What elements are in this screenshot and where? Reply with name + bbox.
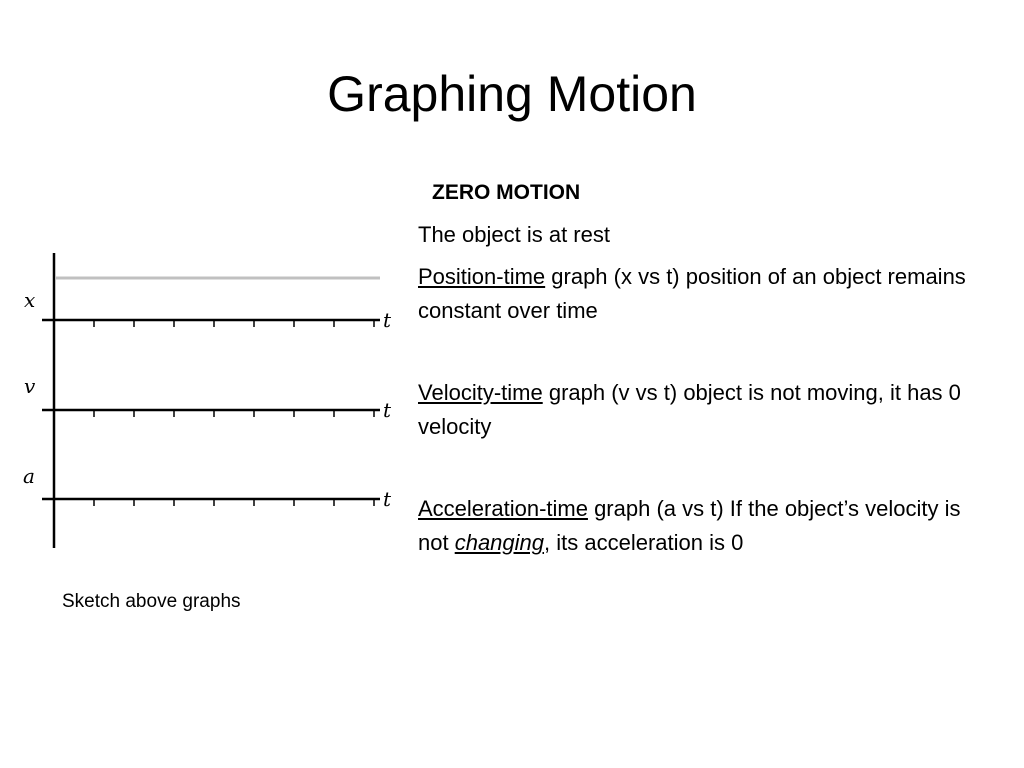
acceleration-time-term: Acceleration-time <box>418 496 588 521</box>
slide-title: Graphing Motion <box>327 66 697 122</box>
a-axis-label: a <box>23 464 35 488</box>
position-time-paragraph <box>418 260 988 328</box>
t-axis-label-3: t <box>383 487 392 511</box>
motion-graphs-figure <box>14 243 392 555</box>
t-axis-label-1: t <box>383 308 392 332</box>
motion-graphs-svg <box>14 243 392 555</box>
position-time-term: Position-time <box>418 264 546 289</box>
x-axis-label: x <box>24 288 36 312</box>
velocity-time-term: Velocity-time <box>418 380 543 405</box>
acceleration-time-description-end: , its acceleration is 0 <box>544 530 744 555</box>
acceleration-time-paragraph <box>418 492 988 560</box>
velocity-time-description: graph (v vs t) object is not moving, it has 0 velocity <box>418 380 961 439</box>
v-axis-label: v <box>24 374 36 398</box>
figure-caption: Sketch above graphs <box>62 591 241 612</box>
velocity-time-paragraph <box>418 376 988 444</box>
section-heading: ZERO MOTION <box>432 181 581 204</box>
changing-emphasis: changing <box>454 530 545 555</box>
acceleration-time-description-start: graph (a vs t) If the object’s velocity is not <box>418 496 961 555</box>
intro-line: The object is at rest <box>418 222 610 247</box>
position-time-description: graph (x vs t) position of an object remains constant over time <box>418 264 966 323</box>
t-axis-label-2: t <box>383 398 392 422</box>
